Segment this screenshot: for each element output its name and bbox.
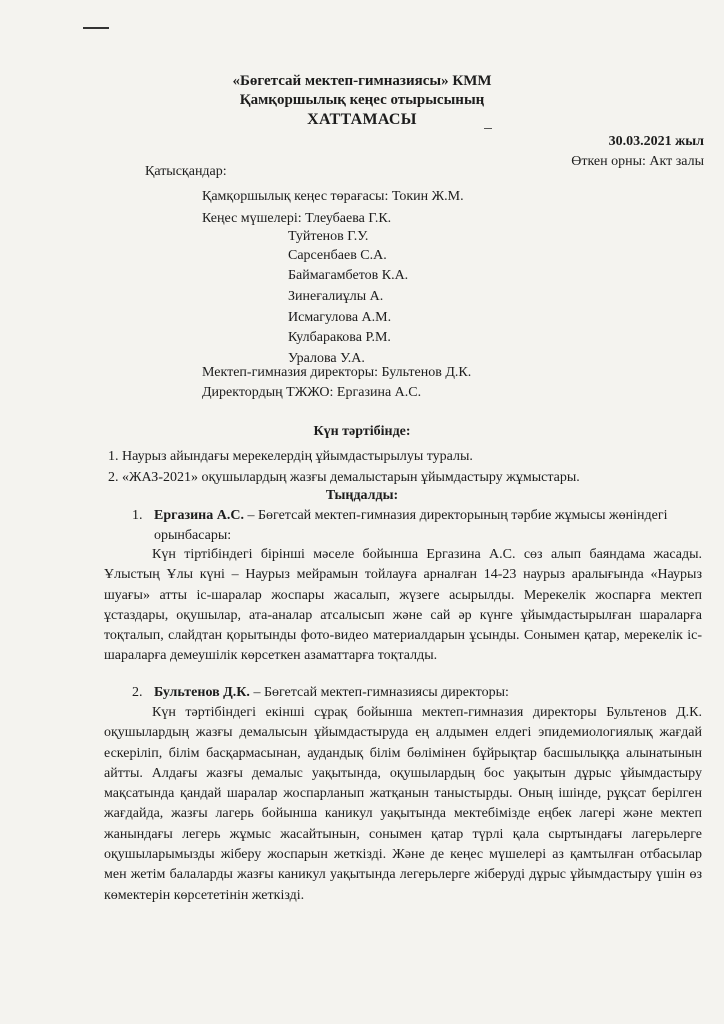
org-name: «Бөгетсай мектеп-гимназиясы» КММ: [232, 73, 492, 89]
speaker-name: Бультенов Д.К.: [154, 685, 250, 700]
speaker-role-continued: орынбасары:: [154, 528, 232, 543]
document-title: ХАТТАМАСЫ: [307, 111, 417, 128]
speaker-heading: [132, 506, 702, 546]
agenda-item: 1. Наурыз айындағы мерекелердің ұйымдастырылуы туралы.: [108, 449, 473, 464]
heard-title: Тыңдалды:: [325, 488, 399, 503]
council-members-label: Кеңес мүшелері: Тлеубаева Г.К.: [202, 211, 392, 226]
council-member: Туйтенов Г.У.: [288, 229, 369, 244]
agenda-list: [108, 446, 580, 488]
council-chair: Қамқоршылық кеңес төрағасы: Токин Ж.М.: [202, 189, 464, 204]
corner-mark: [83, 27, 109, 29]
council-title: Қамқоршылық кеңес отырысының: [239, 92, 485, 108]
school-director: Мектеп-гимназия директоры: Бультенов Д.К.: [202, 365, 472, 380]
meeting-place: Өткен орны: Акт залы: [571, 154, 704, 169]
council-member: Исмагулова А.М.: [288, 310, 392, 325]
speaker-role: – Бөгетсай мектеп-гимназия директорының тәрбие жұмысы жөніндегі: [243, 508, 668, 523]
speaker-number: 1.: [132, 508, 143, 523]
title-dash: [484, 128, 492, 129]
council-member: Зинеғалиұлы А.: [288, 289, 384, 304]
council-member: Баймагамбетов К.А.: [288, 268, 409, 283]
speaker-name: Ергазина А.С.: [154, 508, 244, 523]
council-member: Кулбаракова Р.М.: [288, 330, 391, 345]
speaker-report-text: Күн тәртібіндегі екінші сұрақ бойынша мектеп-гимназия директоры Бультенов Д.К. оқушылардың жазғы демалысын ұйымдастыруда ең алдымен елдегі эпидемиологиялық жағдай ескеріліп, білім басқармасынан, аудандық білім бөлімінен бұйрықтар басшылыққа алынатынын айтты. Алдағы жазғы демалыс уақытында, оқушылардың бос уақытын дұрыс ұйымдастыру мақсатында қандай шаралар жоспарланып жатқанын таныстырды. Оның ішінде, рұқсат берілген жағдайда, жазғы лагерь бойынша каникул уақытында мектебімізде еңбек лагері және мектеп жанындағы легерь жұмыс жасайтынын, сонымен қатар түрлі қала сыртындағы лагерьлерге оқушыларымызды жіберу жоспарын жеткізді. Және де кеңес мүшелері аз қамтылған отбасылар мен жетім балаларды жазғы каникул уақытында легерьлерге жіберуді дұрыс ұйымдастыру үшін өз көмектерін көрсететінін жеткізді.: [104, 705, 702, 903]
participants-label: Қатысқандар:: [145, 164, 227, 179]
deputy-director: Директордың ТЖЖО: Ергазина А.С.: [202, 385, 422, 400]
council-member: Сарсенбаев С.А.: [288, 248, 387, 263]
document-date: 30.03.2021 жыл: [608, 134, 704, 149]
speaker-role: – Бөгетсай мектеп-гимназиясы директоры:: [249, 685, 509, 700]
agenda-item: 2. «ЖАЗ-2021» оқушылардың жазғы демалыстарын ұйымдастыру жұмыстары.: [108, 470, 580, 485]
speaker-number: 2.: [132, 685, 143, 700]
council-member: Уралова У.А.: [288, 351, 365, 366]
speaker-heading: [132, 683, 702, 703]
speaker-report-text: Күн тіртібіндегі бірінші мәселе бойынша Ергазина А.С. сөз алып баяндама жасады. Ұлыстың Ұлы күні – Наурыз мейрамын тойлауға арналған 14-23 наурыз аралығында «Наурыз шуағы» атты іс-шаралар жоспары жасалып, жүзеге асырылды. Мерекелік жоспарға мектеп ұстаздары, оқушылар, ата-аналар атсалысып және сай әр күнге ұйымдастырылған шараларға тоқталып, слайдтан қорытынды фото-видео материалдарын ұсынды. Сонымен қатар, мерекелік іс-шараларға демеушілік көрсеткен азаматтарға тоқталды.: [104, 547, 702, 664]
agenda-title: Күн тәртібінде:: [313, 424, 411, 439]
